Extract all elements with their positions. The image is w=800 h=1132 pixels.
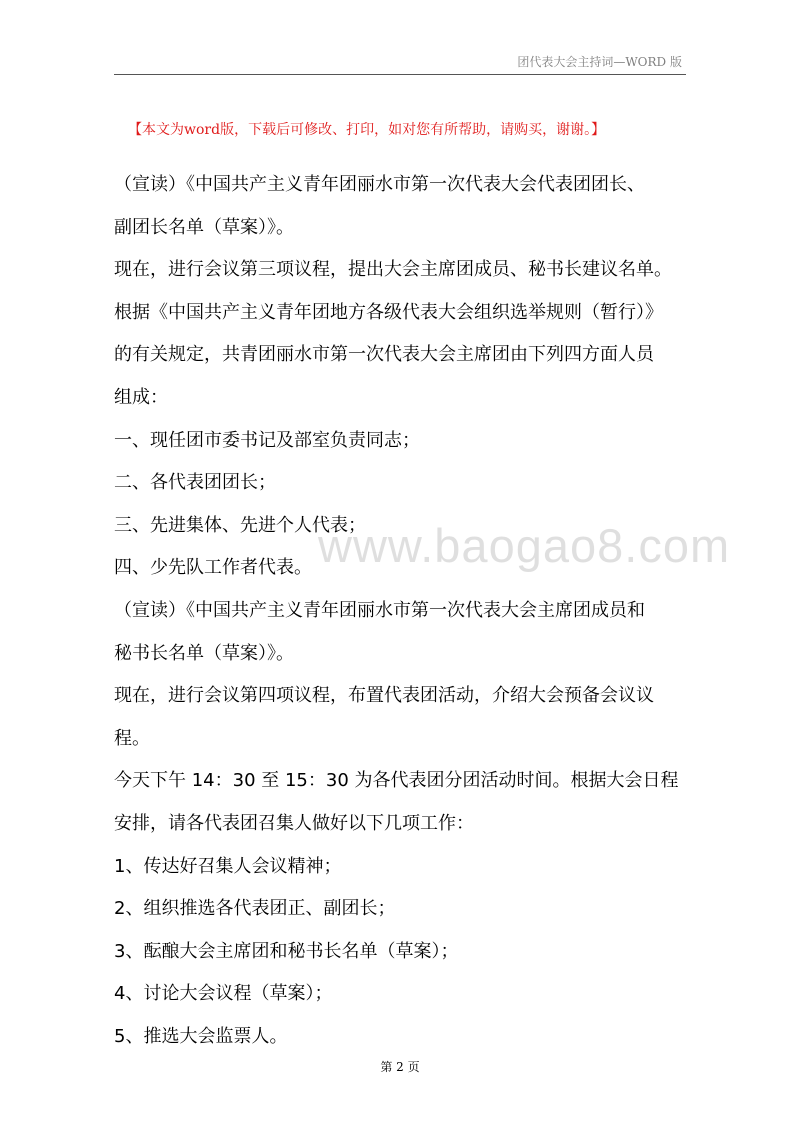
- body-line: 副团长名单（草案）》。: [114, 216, 294, 238]
- header-divider: [114, 74, 686, 75]
- body-line: 秘书长名单（草案）》。: [114, 642, 294, 664]
- body-line: 现在，进行会议第三项议程，提出大会主席团成员、秘书长建议名单。: [114, 259, 672, 281]
- body-line: 现在，进行会议第四项议程，布置代表团活动，介绍大会预备会议议: [114, 685, 654, 707]
- body-line: 根据《中国共产主义青年团地方各级代表大会组织选举规则（暂行）》: [114, 301, 663, 323]
- body-line: 组成：: [114, 386, 168, 408]
- body-line: （宣读）《中国共产主义青年团丽水市第一次代表大会主席团成员和: [114, 599, 645, 621]
- download-notice: 【本文为word版，下载后可修改、打印，如对您有所帮助，请购买，谢谢。】: [128, 122, 606, 138]
- body-line: 四、少先队工作者代表。: [114, 557, 312, 579]
- body-line: 5、推选大会监票人。: [114, 1025, 288, 1047]
- document-body: [114, 164, 704, 1058]
- page-number: 第 2 页: [380, 1060, 420, 1074]
- page-header-title: 团代表大会主持词—WORD 版: [517, 55, 682, 69]
- body-line: 二、各代表团团长；: [114, 472, 276, 494]
- watermark: www.baogao8.com: [318, 519, 731, 572]
- body-line: 1、传达好召集人会议精神；: [114, 855, 342, 877]
- body-line: 2、组织推选各代表团正、副团长；: [114, 898, 396, 920]
- body-line: 安排，请各代表团召集人做好以下几项工作：: [114, 812, 474, 834]
- body-line: 三、先进集体、先进个人代表；: [114, 514, 366, 536]
- body-line: 一、现任团市委书记及部室负责同志；: [114, 429, 420, 451]
- body-line: 的有关规定，共青团丽水市第一次代表大会主席团由下列四方面人员: [114, 344, 654, 366]
- body-line: 4、讨论大会议程（草案）；: [114, 983, 333, 1005]
- body-line: 今天下午 14：30 至 15：30 为各代表团分团活动时间。根据大会日程: [114, 770, 679, 792]
- body-line: 3、酝酿大会主席团和秘书长名单（草案）；: [114, 940, 459, 962]
- body-line: （宣读）《中国共产主义青年团丽水市第一次代表大会代表团团长、: [114, 174, 645, 195]
- body-line: 程。: [114, 727, 150, 749]
